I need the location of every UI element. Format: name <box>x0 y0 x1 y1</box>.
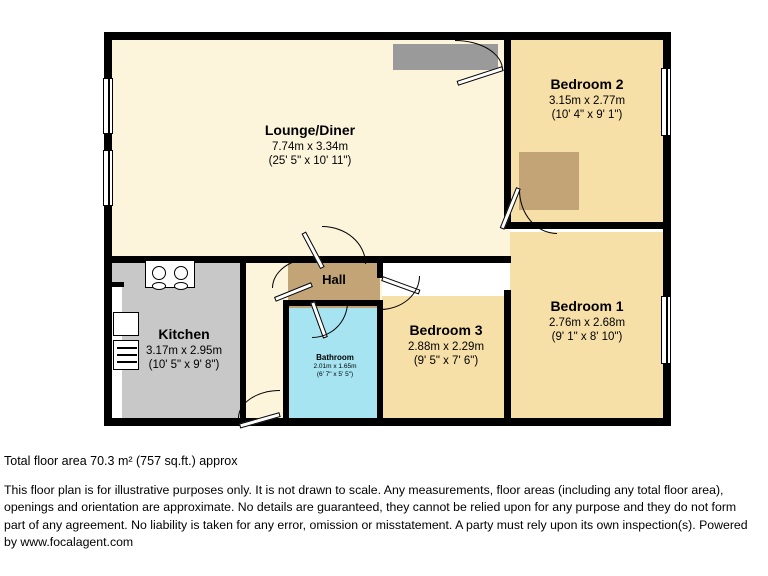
label-lounge-diner-metric: 7.74m x 3.34m <box>271 140 349 153</box>
label-bedroom-2-imperial: (10' 4" x 9' 1") <box>551 108 623 121</box>
label-hall <box>288 272 380 288</box>
label-bedroom-1-imperial: (9' 1" x 8' 10") <box>551 330 623 343</box>
window-bedroom-1-right <box>661 296 671 364</box>
wall-outer-top <box>104 32 671 40</box>
label-bedroom-1 <box>512 298 662 344</box>
label-bedroom-1-metric: 2.76m x 2.68m <box>548 316 626 329</box>
wall-internal-right-vertical <box>504 32 511 228</box>
window-bedroom-2-right <box>661 68 671 136</box>
label-bedroom-3-metric: 2.88m x 2.29m <box>407 340 485 353</box>
label-bedroom-2 <box>512 76 662 122</box>
label-bedroom-3-name: Bedroom 3 <box>409 322 483 338</box>
label-bedroom-1-name: Bedroom 1 <box>550 298 624 314</box>
label-kitchen-metric: 3.17m x 2.95m <box>145 344 223 357</box>
label-lounge-diner-imperial: (25' 5" x 10' 11") <box>268 154 352 167</box>
window-lounge-left-lower <box>103 150 113 206</box>
label-bathroom-metric: 2.01m x 1.65m <box>313 363 357 370</box>
label-kitchen-name: Kitchen <box>158 326 210 342</box>
label-bedroom-2-metric: 3.15m x 2.77m <box>548 94 626 107</box>
label-hall-name: Hall <box>322 272 346 287</box>
label-bedroom-3-imperial: (9' 5" x 7' 6") <box>413 354 479 367</box>
kitchen-hob <box>145 260 195 288</box>
label-bathroom-imperial: (6' 7" x 5' 5") <box>316 371 354 379</box>
label-bedroom-2-name: Bedroom 2 <box>550 76 624 92</box>
label-kitchen-imperial: (10' 5" x 9' 8") <box>148 358 220 371</box>
wall-outer-bottom <box>104 418 671 426</box>
label-lounge-diner <box>210 122 410 168</box>
total-floor-area-text: Total floor area 70.3 m² (757 sq.ft.) approx <box>4 454 238 468</box>
window-lounge-left-upper <box>103 78 113 134</box>
label-bathroom <box>288 353 382 379</box>
label-kitchen <box>124 326 244 372</box>
label-bedroom-3 <box>383 322 509 368</box>
label-lounge-diner-name: Lounge/Diner <box>264 122 356 138</box>
disclaimer-text: This floor plan is for illustrative purposes only. It is not drawn to scale. Any measurements, floor areas (including any total floor area), openings and orientation are approximate. No details are guaranteed, they cannot be relied upon for any purpose and they do not form part of any agreement. No liability is taken for any error, omission or misstatement. A party must rely upon its own inspection(s). Powered by www.focalagent.com <box>4 483 748 550</box>
floorplan-footer <box>0 440 768 552</box>
label-bathroom-name: Bathroom <box>316 353 354 362</box>
wall-kitchen-upper-edge <box>110 282 124 287</box>
wall-between-bedrooms <box>504 222 671 229</box>
